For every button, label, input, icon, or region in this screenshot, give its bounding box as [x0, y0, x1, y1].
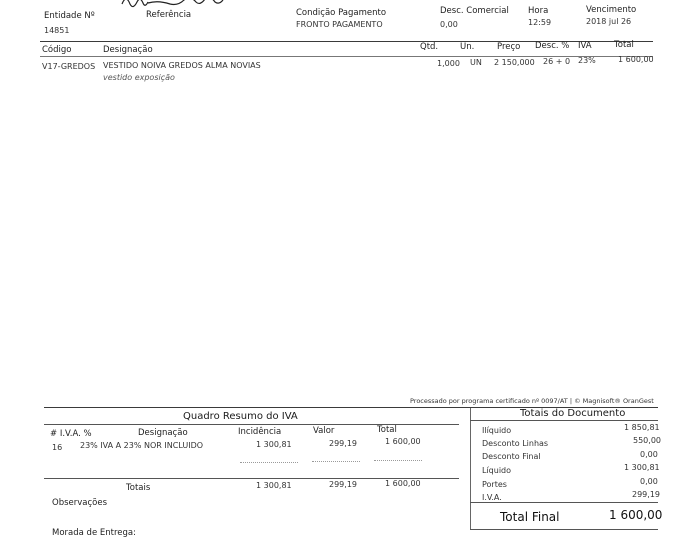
totals-label-portes: Portes: [482, 480, 507, 489]
iva-col-iva: # I.V.A. %: [50, 429, 92, 439]
col-un: Un.: [460, 42, 475, 52]
referencia-label: Referência: [146, 10, 192, 20]
desc-comercial-label: Desc. Comercial: [440, 6, 509, 16]
vencimento-value: 2018 jul 26: [586, 17, 632, 26]
doc-totals-title: Totais do Documento: [520, 408, 626, 419]
iva-totals-label: Totais: [126, 483, 151, 493]
entidade-label: Entidade Nº: [44, 11, 95, 21]
totals-value-desconto-final: 0,00: [640, 450, 658, 459]
row-un: UN: [470, 58, 482, 67]
iva-totals-total: 1 600,00: [385, 479, 421, 488]
iva-row-valor: 299,19: [329, 439, 357, 448]
col-desc: Desc. %: [535, 41, 570, 51]
row-iva: 23%: [578, 56, 596, 65]
col-total: Total: [614, 40, 634, 50]
totals-value-liquido: 1 300,81: [624, 463, 660, 472]
iva-row-num: 16: [52, 443, 63, 452]
iva-totals-incidencia: 1 300,81: [256, 481, 292, 490]
doc-totals-title-underline: [470, 420, 658, 421]
row-total: 1 600,00: [618, 55, 654, 64]
desc-comercial-value: 0,00: [440, 20, 458, 29]
handwritten-signature: [118, 0, 258, 10]
hora-value: 12:59: [528, 18, 552, 27]
vencimento-label: Vencimento: [586, 5, 637, 15]
totals-label-desconto-final: Desconto Final: [482, 452, 541, 461]
totals-label-iva: I.V.A.: [482, 493, 502, 502]
totals-left-border: [470, 408, 471, 530]
totals-value-portes: 0,00: [640, 477, 658, 486]
iva-summary-title: Quadro Resumo do IVA: [183, 411, 298, 422]
iva-row-total: 1 600,00: [385, 437, 421, 446]
hora-label: Hora: [528, 6, 549, 16]
totals-label-desconto-linhas: Desconto Linhas: [482, 439, 549, 448]
iva-col-incidencia: Incidência: [238, 427, 282, 437]
totals-value-iva: 299,19: [632, 490, 660, 499]
doc-totals-final-divider: [470, 502, 658, 503]
morada-entrega-label: Morada de Entrega:: [52, 528, 136, 538]
col-designacao: Designação: [103, 45, 153, 55]
row-codigo: V17-GREDOS: [42, 62, 96, 71]
row-preco: 2 150,000: [494, 58, 535, 67]
row-note: vestido exposição: [103, 73, 175, 82]
iva-row-designacao: 23% IVA A 23% NOR INCLUIDO: [80, 441, 204, 450]
observacoes-label: Observações: [52, 498, 108, 508]
row-qtd: 1,000: [437, 59, 460, 68]
totals-value-desconto-linhas: 550,00: [633, 436, 661, 445]
col-iva: IVA: [578, 41, 592, 51]
col-codigo: Código: [42, 45, 72, 55]
totals-label-iliquido: Ilíquido: [482, 426, 512, 435]
condicao-pagamento-label: Condição Pagamento: [296, 8, 387, 18]
iva-col-total: Total: [377, 425, 397, 435]
total-final-value: 1 600,00: [609, 508, 663, 522]
entidade-value: 14851: [44, 26, 70, 35]
row-desc: 26 + 0: [543, 57, 571, 66]
doc-totals-bottom-border: [470, 529, 658, 530]
iva-col-designacao: Designação: [138, 428, 188, 438]
iva-totals-valor: 299,19: [329, 480, 357, 489]
processed-by-note: Processado por programa certificado nº 0097/AT | © Magnisoft® OranGest: [410, 397, 654, 405]
totals-label-liquido: Líquido: [482, 466, 512, 475]
totals-value-iliquido: 1 850,81: [624, 423, 660, 432]
iva-row-incidencia: 1 300,81: [256, 440, 292, 449]
condicao-pagamento-value: FRONTO PAGAMENTO: [296, 20, 383, 29]
iva-col-valor: Valor: [313, 426, 335, 436]
col-preco: Preço: [497, 42, 521, 52]
total-final-label: Total Final: [500, 510, 560, 524]
col-qtd: Qtd.: [420, 42, 439, 52]
row-designacao: VESTIDO NOIVA GREDOS ALMA NOVIAS: [103, 61, 261, 70]
